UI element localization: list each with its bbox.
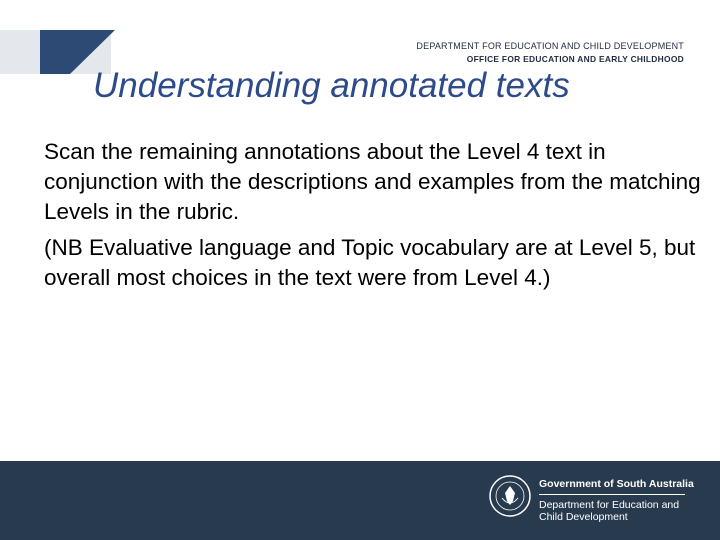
footer-department-line-1: Department for Education and — [539, 499, 680, 511]
body-paragraph-1: Scan the remaining annotations about the Level 4 text in conjunction with the descriptions and examples from the matching Levels in the rubric. — [44, 139, 701, 224]
government-logo-text — [539, 478, 694, 523]
office-name: OFFICE FOR EDUCATION AND EARLY CHILDHOOD — [466, 54, 684, 64]
department-header — [416, 41, 684, 64]
body-paragraph-2: (NB Evaluative language and Topic vocabulary are at Level 5, but overall most choices in the text were from Level 4.) — [44, 235, 696, 290]
slide-body — [44, 137, 704, 299]
logo-divider — [539, 494, 685, 495]
government-name: Government of South Australia — [539, 478, 694, 490]
department-name: DEPARTMENT FOR EDUCATION AND CHILD DEVELOPMENT — [416, 41, 684, 51]
government-crest-icon — [488, 474, 532, 518]
footer-department-line-2: Child Development — [539, 511, 628, 523]
slide-title: Understanding annotated texts — [93, 66, 570, 105]
header-band-cover — [0, 30, 40, 74]
